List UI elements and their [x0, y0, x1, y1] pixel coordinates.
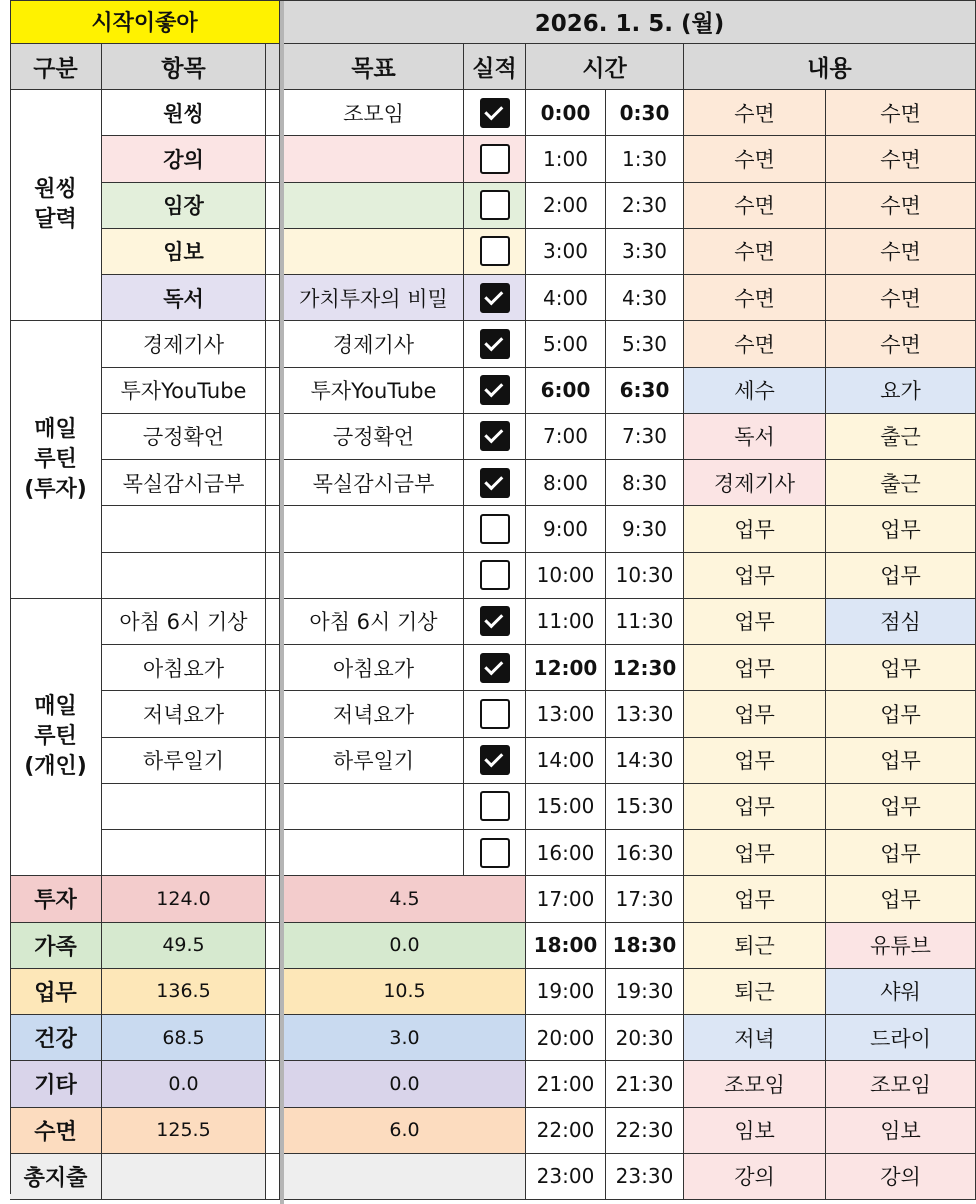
routine-item	[102, 553, 266, 599]
time-slot-start: 11:00	[526, 599, 606, 645]
spacer-cell	[266, 90, 280, 136]
time-slot-start: 23:00	[526, 1154, 606, 1200]
routine-goal: 가치투자의 비밀	[284, 275, 464, 321]
routine-goal	[284, 506, 464, 552]
schedule-activity[interactable]: 수면	[684, 321, 826, 367]
summary-label: 건강	[10, 1015, 102, 1061]
checked-checkbox[interactable]	[480, 606, 510, 636]
schedule-activity[interactable]: 업무	[684, 691, 826, 737]
routine-item	[102, 506, 266, 552]
schedule-activity-half[interactable]: 유튜브	[826, 923, 976, 969]
category-label: 원씽 달력	[10, 90, 102, 321]
time-slot-start: 17:00	[526, 876, 606, 922]
schedule-activity[interactable]: 조모임	[684, 1061, 826, 1107]
checked-checkbox[interactable]	[480, 98, 510, 128]
summary-value: 49.5	[102, 923, 266, 969]
time-slot-half: 3:30	[606, 229, 684, 275]
time-slot-half: 15:30	[606, 784, 684, 830]
time-slot-start: 21:00	[526, 1061, 606, 1107]
routine-item: 아침 6시 기상	[102, 599, 266, 645]
routine-goal	[284, 136, 464, 182]
summary-value: 125.5	[102, 1108, 266, 1154]
checked-checkbox[interactable]	[480, 283, 510, 313]
time-slot-half: 1:30	[606, 136, 684, 182]
time-slot-start: 20:00	[526, 1015, 606, 1061]
spacer-cell	[266, 784, 280, 830]
summary-label: 기타	[10, 1061, 102, 1107]
time-slot-start: 4:00	[526, 275, 606, 321]
routine-goal: 하루일기	[284, 738, 464, 784]
routine-goal: 경제기사	[284, 321, 464, 367]
schedule-activity[interactable]: 경제기사	[684, 460, 826, 506]
time-slot-start: 1:00	[526, 136, 606, 182]
schedule-activity-half[interactable]: 출근	[826, 414, 976, 460]
checked-checkbox[interactable]	[480, 468, 510, 498]
schedule-activity-half[interactable]: 수면	[826, 321, 976, 367]
schedule-activity-half[interactable]: 업무	[826, 553, 976, 599]
summary-label: 총지출	[10, 1154, 102, 1200]
schedule-activity[interactable]: 수면	[684, 229, 826, 275]
routine-goal	[284, 830, 464, 876]
schedule-activity[interactable]: 세수	[684, 368, 826, 414]
time-slot-start: 5:00	[526, 321, 606, 367]
done-cell	[464, 414, 526, 460]
time-slot-start: 15:00	[526, 784, 606, 830]
time-slot-half: 6:30	[606, 368, 684, 414]
schedule-activity[interactable]: 임보	[684, 1108, 826, 1154]
summary-label: 수면	[10, 1108, 102, 1154]
col-header-done: 실적	[464, 44, 526, 90]
schedule-activity[interactable]: 업무	[684, 876, 826, 922]
time-slot-start: 6:00	[526, 368, 606, 414]
time-slot-half: 7:30	[606, 414, 684, 460]
done-cell	[464, 645, 526, 691]
schedule-activity-half[interactable]: 샤워	[826, 969, 976, 1015]
schedule-activity-half[interactable]: 수면	[826, 183, 976, 229]
time-slot-start: 10:00	[526, 553, 606, 599]
time-slot-start: 18:00	[526, 923, 606, 969]
done-cell	[464, 321, 526, 367]
schedule-activity[interactable]: 수면	[684, 136, 826, 182]
schedule-activity[interactable]: 퇴근	[684, 969, 826, 1015]
time-slot-start: 22:00	[526, 1108, 606, 1154]
schedule-activity-half[interactable]: 점심	[826, 599, 976, 645]
spacer-cell	[266, 1108, 280, 1154]
spacer-cell	[266, 553, 280, 599]
done-cell	[464, 553, 526, 599]
spacer-cell	[266, 183, 280, 229]
routine-item: 목실감시금부	[102, 460, 266, 506]
spacer-cell	[266, 969, 280, 1015]
schedule-activity[interactable]: 업무	[684, 784, 826, 830]
done-cell	[464, 368, 526, 414]
done-cell	[464, 830, 526, 876]
time-slot-half: 21:30	[606, 1061, 684, 1107]
planner-date: 2026. 1. 5. (월)	[284, 0, 976, 44]
schedule-activity-half[interactable]: 업무	[826, 738, 976, 784]
schedule-activity-half[interactable]: 수면	[826, 90, 976, 136]
time-slot-half: 5:30	[606, 321, 684, 367]
unchecked-checkbox[interactable]	[480, 236, 510, 266]
routine-item: 투자YouTube	[102, 368, 266, 414]
done-cell	[464, 183, 526, 229]
schedule-activity-half[interactable]: 업무	[826, 784, 976, 830]
col-header-spacer	[266, 44, 280, 90]
schedule-activity[interactable]: 강의	[684, 1154, 826, 1200]
spacer-cell	[266, 830, 280, 876]
checked-checkbox[interactable]	[480, 653, 510, 683]
unchecked-checkbox[interactable]	[480, 791, 510, 821]
unchecked-checkbox[interactable]	[480, 838, 510, 868]
schedule-activity-half[interactable]: 출근	[826, 460, 976, 506]
routine-goal: 목실감시금부	[284, 460, 464, 506]
routine-item: 독서	[102, 275, 266, 321]
routine-item: 경제기사	[102, 321, 266, 367]
planner-title: 시작이좋아	[10, 0, 280, 44]
summary-label: 가족	[10, 923, 102, 969]
summary-value: 136.5	[102, 969, 266, 1015]
routine-goal: 투자YouTube	[284, 368, 464, 414]
routine-goal: 아침 6시 기상	[284, 599, 464, 645]
time-slot-start: 12:00	[526, 645, 606, 691]
schedule-activity-half[interactable]: 수면	[826, 136, 976, 182]
routine-item	[102, 830, 266, 876]
routine-item: 임보	[102, 229, 266, 275]
column-divider	[280, 0, 284, 1204]
schedule-activity[interactable]: 수면	[684, 90, 826, 136]
summary-goal-value: 0.0	[284, 1061, 526, 1107]
schedule-activity[interactable]: 업무	[684, 506, 826, 552]
routine-goal: 긍정확언	[284, 414, 464, 460]
summary-label: 투자	[10, 876, 102, 922]
spacer-cell	[266, 136, 280, 182]
spacer-cell	[266, 876, 280, 922]
time-slot-half: 23:30	[606, 1154, 684, 1200]
category-label: 매일 루틴 (개인)	[10, 599, 102, 877]
unchecked-checkbox[interactable]	[480, 514, 510, 544]
unchecked-checkbox[interactable]	[480, 699, 510, 729]
schedule-activity-half[interactable]: 업무	[826, 645, 976, 691]
schedule-activity-half[interactable]: 업무	[826, 506, 976, 552]
schedule-activity[interactable]: 업무	[684, 645, 826, 691]
summary-value: 0.0	[102, 1061, 266, 1107]
spacer-cell	[266, 599, 280, 645]
time-slot-start: 8:00	[526, 460, 606, 506]
summary-value	[102, 1154, 266, 1200]
routine-item: 원씽	[102, 90, 266, 136]
done-cell	[464, 784, 526, 830]
spacer-cell	[266, 368, 280, 414]
routine-item: 강의	[102, 136, 266, 182]
routine-goal	[284, 553, 464, 599]
routine-goal: 저녁요가	[284, 691, 464, 737]
spacer-cell	[266, 506, 280, 552]
spacer-cell	[266, 275, 280, 321]
summary-goal-value: 4.5	[284, 876, 526, 922]
routine-goal	[284, 784, 464, 830]
schedule-activity-half[interactable]: 수면	[826, 275, 976, 321]
schedule-activity[interactable]: 업무	[684, 830, 826, 876]
summary-goal-value	[284, 1154, 526, 1200]
spacer-cell	[266, 321, 280, 367]
done-cell	[464, 506, 526, 552]
checked-checkbox[interactable]	[480, 745, 510, 775]
spacer-cell	[266, 1061, 280, 1107]
summary-goal-value: 3.0	[284, 1015, 526, 1061]
spacer-cell	[266, 229, 280, 275]
time-slot-half: 12:30	[606, 645, 684, 691]
time-slot-half: 13:30	[606, 691, 684, 737]
schedule-activity-half[interactable]: 임보	[826, 1108, 976, 1154]
routine-item: 긍정확언	[102, 414, 266, 460]
time-slot-half: 14:30	[606, 738, 684, 784]
time-slot-half: 0:30	[606, 90, 684, 136]
schedule-activity-half[interactable]: 강의	[826, 1154, 976, 1200]
summary-goal-value: 10.5	[284, 969, 526, 1015]
done-cell	[464, 599, 526, 645]
time-slot-half: 20:30	[606, 1015, 684, 1061]
time-slot-half: 10:30	[606, 553, 684, 599]
done-cell	[464, 90, 526, 136]
schedule-activity-half[interactable]: 조모임	[826, 1061, 976, 1107]
time-slot-half: 19:30	[606, 969, 684, 1015]
routine-goal	[284, 229, 464, 275]
summary-value: 68.5	[102, 1015, 266, 1061]
summary-value: 124.0	[102, 876, 266, 922]
done-cell	[464, 229, 526, 275]
schedule-activity-half[interactable]: 수면	[826, 229, 976, 275]
spacer-cell	[266, 923, 280, 969]
schedule-activity-half[interactable]: 업무	[826, 830, 976, 876]
spacer-cell	[266, 645, 280, 691]
unchecked-checkbox[interactable]	[480, 190, 510, 220]
time-slot-start: 0:00	[526, 90, 606, 136]
time-slot-half: 16:30	[606, 830, 684, 876]
summary-label: 업무	[10, 969, 102, 1015]
col-header-category: 구분	[10, 44, 102, 90]
time-slot-half: 11:30	[606, 599, 684, 645]
time-slot-half: 18:30	[606, 923, 684, 969]
time-slot-half: 8:30	[606, 460, 684, 506]
done-cell	[464, 275, 526, 321]
schedule-activity[interactable]: 업무	[684, 599, 826, 645]
col-header-time: 시간	[526, 44, 684, 90]
col-header-item: 항목	[102, 44, 266, 90]
routine-goal: 아침요가	[284, 645, 464, 691]
unchecked-checkbox[interactable]	[480, 144, 510, 174]
schedule-activity[interactable]: 수면	[684, 183, 826, 229]
summary-goal-value: 0.0	[284, 923, 526, 969]
schedule-activity-half[interactable]: 업무	[826, 691, 976, 737]
schedule-activity[interactable]: 저녁	[684, 1015, 826, 1061]
spacer-cell	[266, 691, 280, 737]
schedule-activity[interactable]: 퇴근	[684, 923, 826, 969]
routine-item: 임장	[102, 183, 266, 229]
routine-item: 저녁요가	[102, 691, 266, 737]
time-slot-start: 2:00	[526, 183, 606, 229]
checked-checkbox[interactable]	[480, 375, 510, 405]
time-slot-start: 7:00	[526, 414, 606, 460]
schedule-activity[interactable]: 수면	[684, 275, 826, 321]
spacer-cell	[266, 1154, 280, 1200]
schedule-activity-half[interactable]: 요가	[826, 368, 976, 414]
time-slot-start: 13:00	[526, 691, 606, 737]
time-slot-half: 9:30	[606, 506, 684, 552]
done-cell	[464, 738, 526, 784]
spacer-cell	[266, 414, 280, 460]
time-slot-half: 2:30	[606, 183, 684, 229]
spacer-cell	[266, 460, 280, 506]
checked-checkbox[interactable]	[480, 329, 510, 359]
routine-goal	[284, 183, 464, 229]
time-slot-half: 4:30	[606, 275, 684, 321]
category-label: 매일 루틴 (투자)	[10, 321, 102, 599]
schedule-activity-half[interactable]: 업무	[826, 876, 976, 922]
col-header-goal: 목표	[284, 44, 464, 90]
unchecked-checkbox[interactable]	[480, 560, 510, 590]
col-header-content: 내용	[684, 44, 976, 90]
routine-item: 하루일기	[102, 738, 266, 784]
time-slot-half: 17:30	[606, 876, 684, 922]
spacer-cell	[266, 1015, 280, 1061]
routine-goal: 조모임	[284, 90, 464, 136]
time-slot-start: 14:00	[526, 738, 606, 784]
time-slot-start: 19:00	[526, 969, 606, 1015]
done-cell	[464, 136, 526, 182]
schedule-activity[interactable]: 업무	[684, 553, 826, 599]
checked-checkbox[interactable]	[480, 421, 510, 451]
time-slot-start: 9:00	[526, 506, 606, 552]
done-cell	[464, 460, 526, 506]
done-cell	[464, 691, 526, 737]
summary-goal-value: 6.0	[284, 1108, 526, 1154]
schedule-activity[interactable]: 업무	[684, 738, 826, 784]
routine-item: 아침요가	[102, 645, 266, 691]
schedule-activity-half[interactable]: 드라이	[826, 1015, 976, 1061]
time-slot-half: 22:30	[606, 1108, 684, 1154]
routine-item	[102, 784, 266, 830]
time-slot-start: 16:00	[526, 830, 606, 876]
time-slot-start: 3:00	[526, 229, 606, 275]
schedule-activity[interactable]: 독서	[684, 414, 826, 460]
spacer-cell	[266, 738, 280, 784]
